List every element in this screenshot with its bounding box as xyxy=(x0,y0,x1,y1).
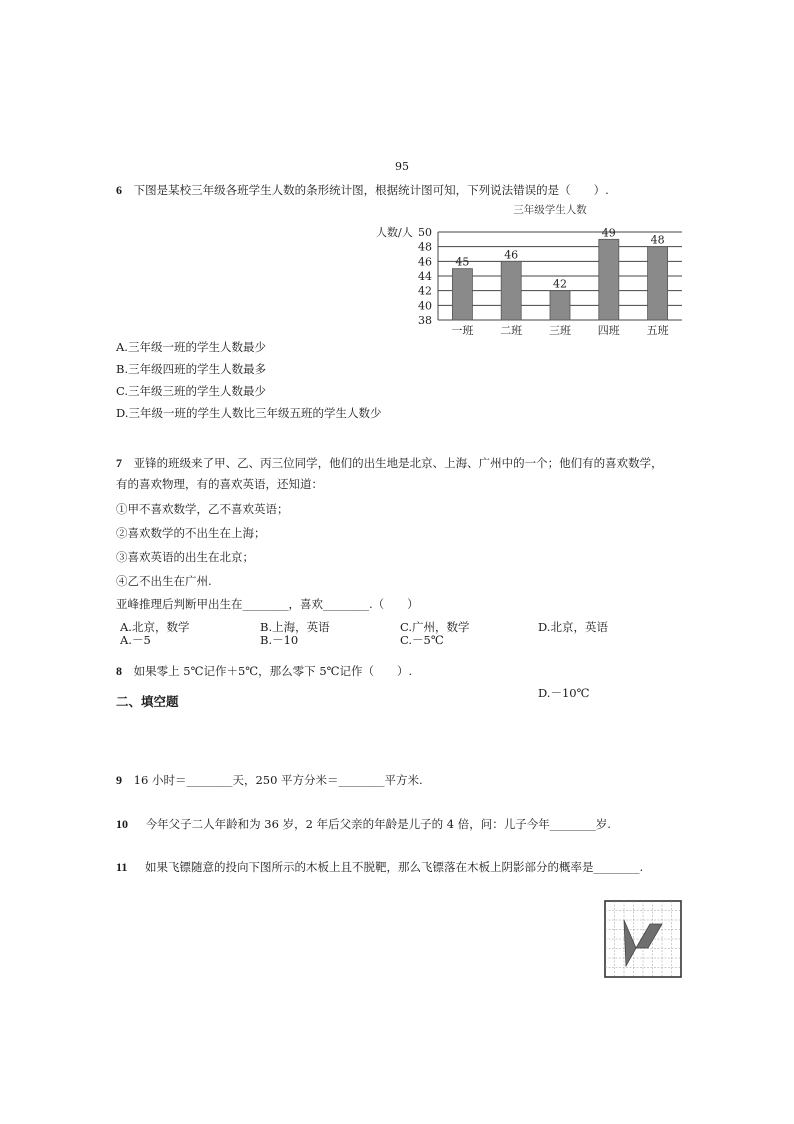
question-6 xyxy=(116,183,609,197)
question-11 xyxy=(116,860,643,874)
page-number: 95 xyxy=(395,160,409,173)
q8-option-c: C.－5℃ xyxy=(400,633,444,647)
bar xyxy=(550,291,570,320)
y-axis-label: 人数/人 xyxy=(376,226,413,239)
bar xyxy=(599,239,619,320)
bar xyxy=(648,247,668,320)
question-text: 如果飞镖随意的投向下图所示的木板上且不脱靶，那么飞镖落在木板上阴影部分的概率是________. xyxy=(145,860,644,874)
y-tick-label: 38 xyxy=(418,314,432,327)
bar-value-label: 45 xyxy=(455,255,470,269)
question-10 xyxy=(116,817,611,831)
chart-title: 三年级学生人数 xyxy=(513,204,587,216)
y-tick-label: 50 xyxy=(418,226,432,239)
bar-chart xyxy=(370,200,690,342)
question-8 xyxy=(116,664,412,678)
q7-option-a: A.北京，数学 xyxy=(120,620,190,634)
question-text: 下图是某校三年级各班学生人数的条形统计图，根据统计图可知，下列说法错误的是（ ）. xyxy=(133,183,609,197)
question-number: 9 xyxy=(116,773,122,787)
dartboard-figure xyxy=(604,900,684,980)
clue-1: ①甲不喜欢数学，乙不喜欢英语； xyxy=(116,502,289,516)
q8-option-d: D.－10℃ xyxy=(538,686,590,700)
question-text: 如果零上 5℃记作＋5℃，那么零下 5℃记作（ ）. xyxy=(133,664,413,678)
q8-option-b: B.－10 xyxy=(260,633,299,647)
q8-option-a: A.－5 xyxy=(120,633,151,647)
question-number: 8 xyxy=(116,664,122,678)
y-tick-label: 46 xyxy=(418,255,432,269)
q7-option-b: B.上海，英语 xyxy=(260,620,330,634)
q7-option-c: C.广州，数学 xyxy=(400,620,470,634)
q6-option-d: D.三年级一班的学生人数比三年级五班的学生人数少 xyxy=(116,406,382,420)
bar-value-label: 49 xyxy=(601,226,616,240)
q6-option-b: B.三年级四班的学生人数最多 xyxy=(116,362,267,376)
category-label: 四班 xyxy=(597,324,620,337)
category-label: 三班 xyxy=(549,324,571,337)
y-tick-label: 42 xyxy=(418,284,432,298)
bar xyxy=(501,261,521,320)
question-number: 6 xyxy=(116,183,122,197)
y-tick-label: 44 xyxy=(418,270,432,283)
bar-value-label: 42 xyxy=(553,277,567,291)
y-tick-label: 48 xyxy=(418,240,432,254)
y-tick-label: 40 xyxy=(418,299,432,313)
question-text: 今年父子二人年龄和为 36 岁，2 年后父亲的年龄是儿子的 4 倍，问：儿子今年________岁. xyxy=(145,817,611,831)
bar-value-label: 48 xyxy=(650,233,665,247)
clue-4: ④乙不出生在广州. xyxy=(116,574,212,588)
clue-3: ③喜欢英语的出生在北京； xyxy=(116,550,254,564)
clue-2: ②喜欢数学的不出生在上海； xyxy=(116,526,266,540)
q7-option-d: D.北京，英语 xyxy=(538,620,608,634)
question-text-line2: 有的喜欢物理，有的喜欢英语，还知道： xyxy=(116,477,323,491)
bar xyxy=(452,269,472,320)
question-text: 16 小时＝________天，250 平方分米＝________平方米. xyxy=(133,773,423,787)
category-label: 一班 xyxy=(451,324,474,337)
question-number: 10 xyxy=(116,817,128,831)
q6-option-a: A.三年级一班的学生人数最少 xyxy=(116,340,266,354)
question-9 xyxy=(116,773,423,787)
q6-option-c: C.三年级三班的学生人数最少 xyxy=(116,384,267,398)
question-number: 11 xyxy=(116,860,128,874)
question-7 xyxy=(116,456,663,470)
section-heading: 二、填空题 xyxy=(116,694,179,709)
category-label: 二班 xyxy=(500,324,523,337)
question-text-line1: 亚锋的班级来了甲、乙、丙三位同学，他们的出生地是北京、上海、广州中的一个；他们有的喜欢数学， xyxy=(133,456,663,470)
bar-value-label: 46 xyxy=(504,248,519,262)
q7-question: 亚峰推理后判断甲出生在________，喜欢________.（ ） xyxy=(116,597,419,611)
category-label: 五班 xyxy=(646,324,669,337)
question-number: 7 xyxy=(116,456,122,470)
